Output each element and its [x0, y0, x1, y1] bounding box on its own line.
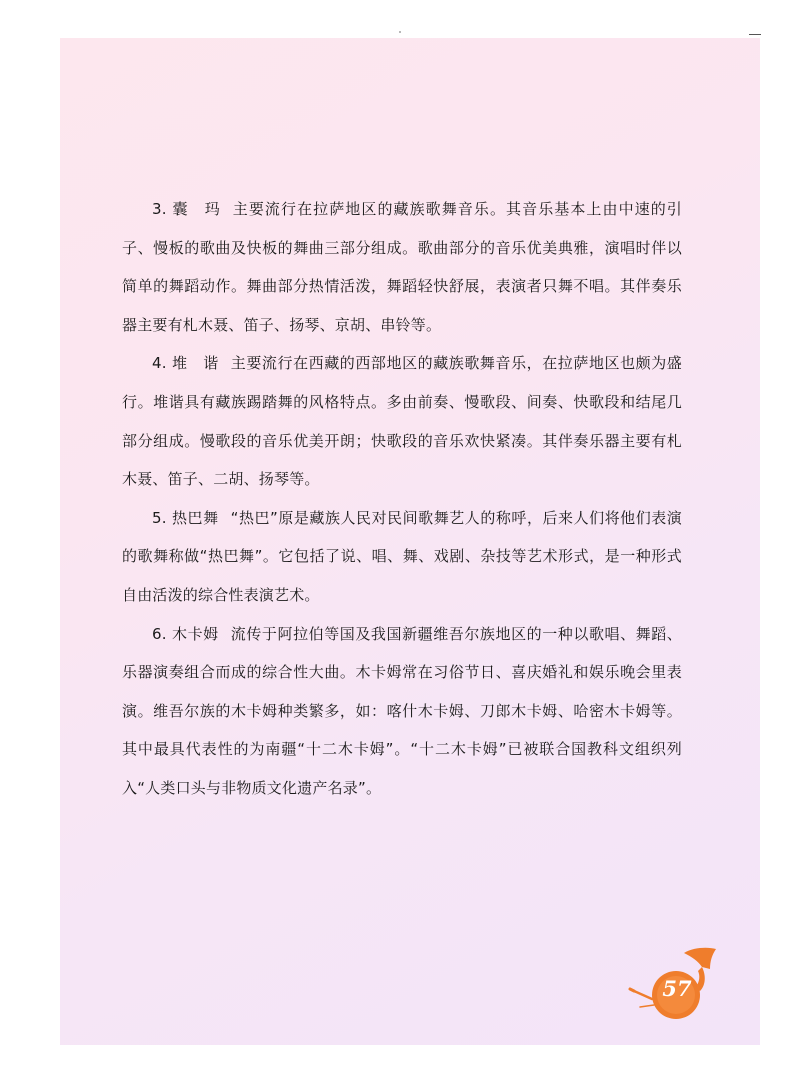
- top-crop-mark: [399, 31, 401, 33]
- paragraph-reba: [122, 499, 682, 615]
- paragraph-text: 主要流行在西藏的西部地区的藏族歌舞音乐，在拉萨地区也颇为盛行。堆谐具有藏族踢踏舞的风格特点。多由前奏、慢歌段、间奏、快歌段和结尾几部分组成。慢歌段的音乐优美开朗；快歌段的音乐欢快紧凑。其伴奏乐器主要有札木聂、笛子、二胡、扬琴等。: [122, 354, 683, 489]
- term-label: 3. 囊 玛: [152, 200, 221, 218]
- paragraph-muqam: [122, 615, 682, 808]
- term-label: 5. 热巴舞: [152, 508, 219, 527]
- paragraph-duixie: [122, 344, 682, 498]
- paragraph-nangma: [122, 190, 682, 344]
- paragraph-text: 流传于阿拉伯等国及我国新疆维吾尔族地区的一种以歌唱、舞蹈、乐器演奏组合而成的综合性大曲。木卡姆常在习俗节日、喜庆婚礼和娱乐晚会里表演。维吾尔族的木卡姆种类繁多，如：喀什木卡姆、刀郎木卡姆、哈密木卡姆等。其中最具代表性的为南疆“十二木卡姆”。“十二木卡姆”已被联合国教科文组织列入“人类口头与非物质文化遗产名录”。: [122, 624, 683, 797]
- page-number: 57: [662, 976, 692, 1001]
- paragraph-text: 主要流行在拉萨地区的藏族歌舞音乐。其音乐基本上由中速的引子、慢板的歌曲及快板的舞曲三部分组成。歌曲部分的音乐优美典雅，演唱时伴以简单的舞蹈动作。舞曲部分热情活泼，舞蹈轻快舒展，表演者只舞不唱。其伴奏乐器主要有札木聂、笛子、扬琴、京胡、串铃等。: [122, 200, 682, 334]
- term-label: 6. 木卡姆: [152, 624, 219, 643]
- paragraph-text: “热巴”原是藏族人民对民间歌舞艺人的称呼，后来人们将他们表演的歌舞称做“热巴舞”。它包括了说、唱、舞、戏剧、杂技等艺术形式，是一种形式自由活泼的综合性表演艺术。: [122, 508, 683, 604]
- article-body: [122, 190, 682, 808]
- term-label: 4. 堆 谐: [152, 354, 219, 373]
